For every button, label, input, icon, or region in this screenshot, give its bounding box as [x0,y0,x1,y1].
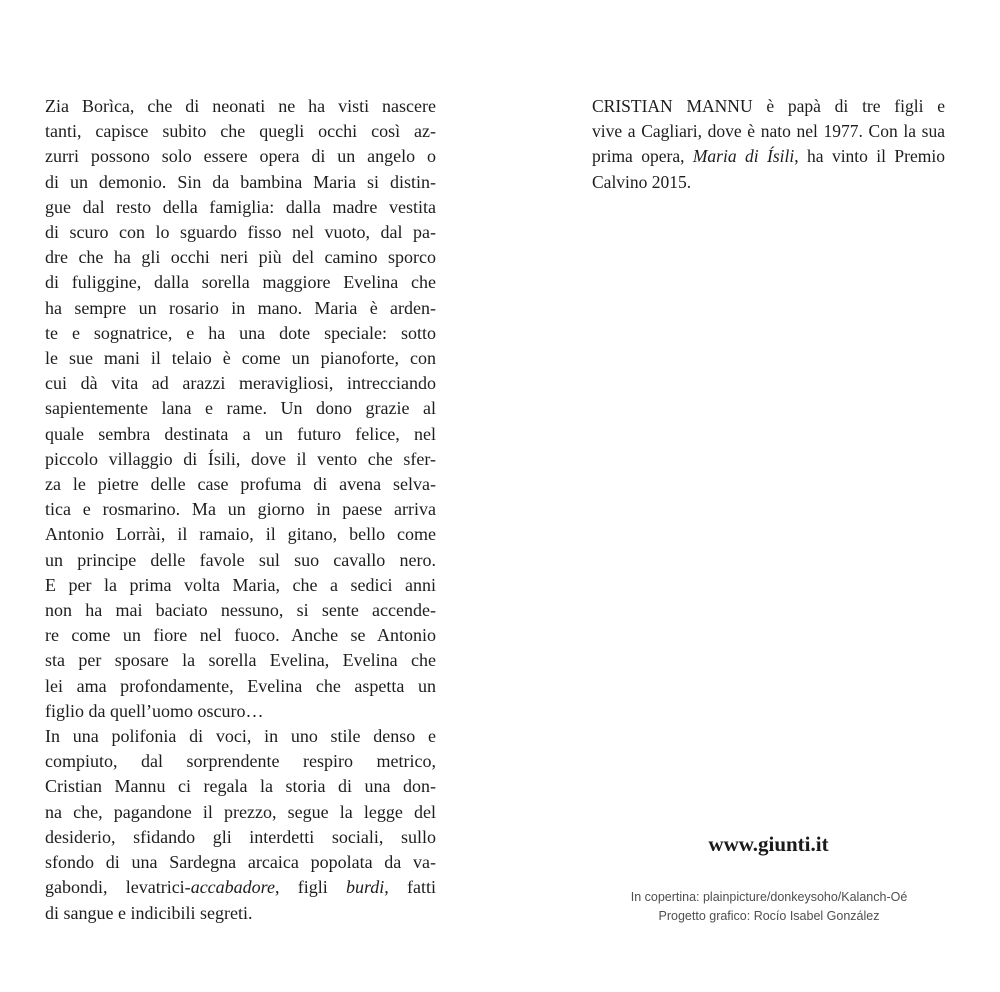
text-line: quale sembra destinata a un futuro felice, nel [45,423,436,444]
text-line: gabondi, levatrici-accabadore, figli burdi, fatti [45,877,437,898]
book-description-column [45,94,436,926]
text-line: tica e rosmarino. Ma un giorno in paese arriva [45,499,436,520]
text-line: dre che ha gli occhi neri più del camino sporco [45,247,436,268]
text-line: E per la prima volta Maria, che a sedici anni [45,574,436,595]
text-line: te e sognatrice, e ha una dote speciale: sotto [45,322,436,343]
author-bio [592,94,945,195]
text-line: un principe delle favole sul suo cavallo nero. [45,549,436,570]
text-line: tanti, capisce subito che quegli occhi così az- [45,121,436,142]
text-line: gue dal resto della famiglia: dalla madre vestita [45,196,436,217]
text-line: le sue mani il telaio è come un pianoforte, con [45,348,436,369]
text-line: sapientemente lana e rame. Un dono grazie al [45,398,436,419]
text-line: Antonio Lorrài, il ramaio, il gitano, bello come [45,524,436,545]
text-line: di un demonio. Sin da bambina Maria si distin- [45,171,436,192]
text-line: di sangue e indicibili segreti. [45,902,253,923]
text-line: zurri possono solo essere opera di un angelo o [45,146,436,167]
cover-credits [553,888,985,925]
publisher-website: www.giunti.it [708,832,829,856]
text-line: In una polifonia di voci, in uno stile denso e [45,726,436,747]
text-line: za le pietre delle case profuma di avena selva- [45,474,436,495]
text-line: Zia Borìca, che di neonati ne ha visti nascere [45,96,436,116]
text-line: compiuto, dal sorprendente respiro metrico, [45,751,436,772]
text-line: na che, pagandone il prezzo, segue la legge del [45,801,436,822]
text-line: desiderio, sfidando gli interdetti sociali, sullo [45,826,436,847]
text-line: Calvino 2015. [592,171,692,192]
text-line: sfondo di una Sardegna arcaica popolata da va- [45,852,436,873]
cover-photo-credit: In copertina: plainpicture/donkeysoho/Kalanch-Oé [630,890,908,904]
text-line: CRISTIAN MANNU è papà di tre figli e [592,96,945,116]
text-line: Cristian Mannu ci regala la storia di una don- [45,776,436,797]
text-line: re come un fiore nel fuoco. Anche se Antonio [45,625,436,646]
text-line: ha sempre un rosario in mano. Maria è arden- [45,297,436,318]
text-line: non ha mai baciato nessuno, si sente accende- [45,600,436,621]
text-line: prima opera, Maria di Ísili, ha vinto il Premio [592,146,945,167]
text-line: di fuliggine, dalla sorella maggiore Evelina che [45,272,436,293]
text-line: sta per sposare la sorella Evelina, Evelina che [45,650,436,671]
text-line: cui dà vita ad arazzi meravigliosi, intrecciando [45,373,436,394]
text-line: figlio da quell’uomo oscuro… [45,700,264,721]
text-line: piccolo villaggio di Ísili, dove il vento che sfer- [45,448,436,469]
text-line: lei ama profondamente, Evelina che aspetta un [45,675,436,696]
graphic-design-credit: Progetto grafico: Rocío Isabel González [658,908,880,923]
text-line: vive a Cagliari, dove è nato nel 1977. Con la sua [592,121,945,142]
text-line: di scuro con lo sguardo fisso nel vuoto, dal pa- [45,222,436,243]
